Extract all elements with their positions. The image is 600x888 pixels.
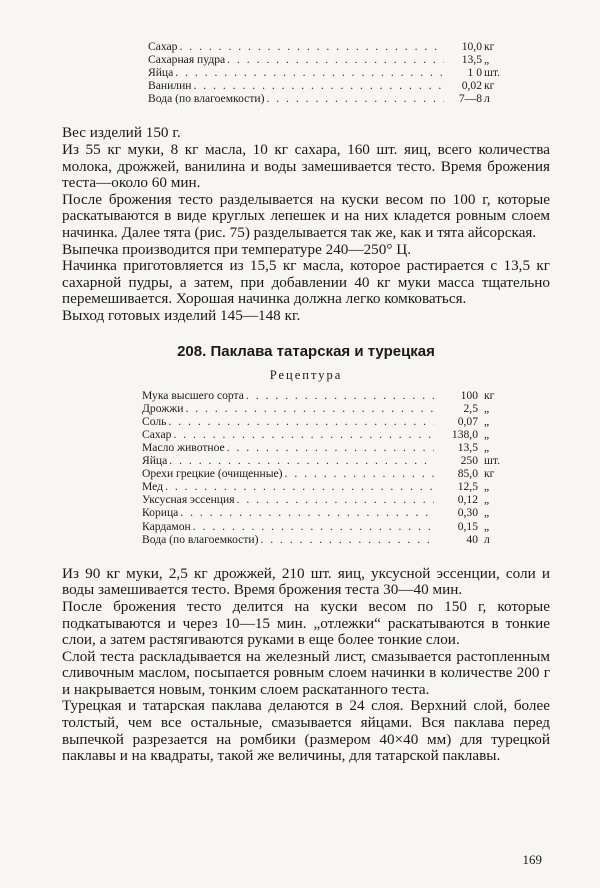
recipe-row: Орехи грецкие (очищенные) . . . 85,0 кг (142, 467, 510, 480)
paragraph: Начинка приготовляется из 15,5 кг масла, которое растирается с 13,5 кг сахарной пудры, а затем, при добавлении 40 кг муки масса тщательно перемешивается. Хорошая начинка должна легко комковаться. (62, 257, 550, 308)
recipe-row: Корица . . . 0,30 „ (142, 506, 510, 519)
recipe-row: Сахар . . . 138,0 „ (142, 428, 510, 441)
paragraph: Выпечка производится при температуре 240—250° Ц. (62, 240, 412, 258)
page-number: 169 (522, 852, 542, 867)
recipe-row: Ванилин . . . 0,02 кг (148, 79, 510, 92)
recipe-row: Яйца . . . 250 шт. (142, 454, 510, 467)
section-title: 208. Паклава татарская и турецкая (177, 342, 435, 360)
paragraph: После брожения тесто делится на куски весом по 150 г, которые подкатываются и через 10—15 мин. „отлежки“ раскатываются в тонкие слои, а затем растягиваются руками в еще более тонкие слои. (62, 597, 550, 649)
paragraph: Выход готовых изделий 145—148 кг. (62, 307, 301, 324)
text-block-1 (62, 125, 550, 324)
recipe-row: Сахар . . . 10,0 кг (148, 40, 510, 53)
recipe-row: Сахарная пудра . . . 13,5 „ (148, 53, 510, 66)
paragraph: Из 90 кг муки, 2,5 кг дрожжей, 210 шт. яиц, уксусной эссенции, соли и воды замешивается тесто. Время брожения теста 30—40 мин. (62, 564, 550, 599)
paragraph: Вес изделий 150 г. (62, 124, 181, 142)
recipe-row: Дрожжи . . . 2,5 „ (142, 402, 510, 415)
recipe-row: Вода (по влагоемкости) . . . 40 л (142, 533, 510, 546)
paragraph: Слой теста раскладывается на железный лист, смазывается растопленным сливочным маслом, посыпается ровным слоем начинки в количестве 200 г и накрывается новым, тонким слоем раскатанного теста. (62, 647, 550, 698)
recipe-row: Уксусная эссенция . . . 0,12 „ (142, 493, 510, 506)
recipe-row: Вода (по влагоемкости) . . . 7—8 л (148, 92, 510, 105)
page (62, 40, 550, 765)
recipe-row: Кардамон . . . 0,15 „ (142, 520, 510, 533)
recipe-table-2 (142, 389, 510, 546)
recipe-row: Мука высшего сорта . . . 100 кг (142, 389, 510, 402)
recipe-row: Соль . . . 0,07 „ (142, 415, 510, 428)
paragraph: После брожения тесто разделывается на куски весом по 100 г, которые раскатываются в виде круглых лепешек и на них кладется ровным слоем начинка. Далее тята (рис. 75) разделывается так же, как и тята айсорская. (62, 190, 550, 242)
paragraph: Из 55 кг муки, 8 кг масла, 10 кг сахара, 160 шт. яиц, всего количества молока, дрожжей, ванилина и воды замешивается тесто. Время брожения теста—около 60 мин. (62, 141, 550, 192)
paragraph: Турецкая и татарская паклава делаются в 24 слоя. Верхний слой, более толстый, чем все остальные, смазывается яйцами. Вся паклава перед выпечкой разрезается на ромбики (размером 40×40 мм) для турецкой паклавы и на квадраты, такой же величины, для татарской паклавы. (62, 697, 550, 765)
recipe-row: Мед . . . 12,5 „ (142, 480, 510, 493)
recipe-row: Яйца . . . 1 0 шт. (148, 66, 510, 79)
recipe-row: Масло животное . . . 13,5 „ (142, 441, 510, 454)
recipe-table-1 (148, 40, 510, 105)
text-block-2 (62, 566, 550, 765)
recipe-label: Рецептура (269, 367, 343, 382)
